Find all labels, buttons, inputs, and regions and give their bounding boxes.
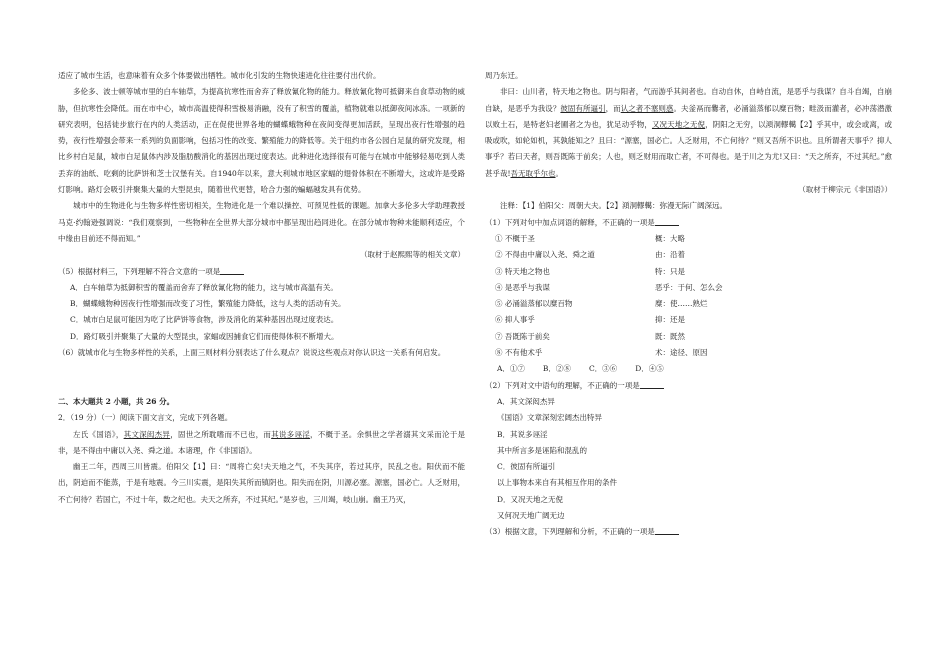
q2-line: D．又况天地之无倪 [497, 494, 564, 504]
q5-option-c: C．城市白足鼠可能因为吃了比萨饼等食物，涉及消化的某种基因出现过度表达。 [70, 315, 339, 325]
answer-blank [655, 217, 679, 226]
question-6: （6）就城市化与生物多样性的关系，上面三则材料分别表达了什么观点？说说这些观点对你认识这一关系有何启发。 [58, 348, 446, 358]
answer-blank [640, 380, 664, 389]
q2-line: B．其说多诬淫 [497, 429, 548, 439]
answer-blank [220, 266, 244, 275]
q5-option-b: B．蝴蝶蛾物种因夜行性增强而改变了习性，繁殖能力降低，这与人类的活动有关。 [70, 299, 346, 309]
q2-line: C．彼固有所逼引 [497, 462, 556, 472]
q5-option-a: A．白车轴草为抵御积雪的覆盖而舍弃了释放氰化物的能力，这与城市高温有关。 [70, 282, 338, 292]
q1-item: ⑤ 必涌溢蒸郁以糜百物 糜：使……熟烂 [495, 299, 708, 309]
left-column [58, 68, 465, 508]
question-1: （1）下列对句中加点词语的解释，不正确的一项是 [485, 215, 892, 231]
right-column [485, 68, 892, 541]
paragraph-feiyue: 非曰：山川者，特天地之物也。阴与阳者，气而游乎其间者也。自动自休，自峙自流，是恶乎与我谋？自斗自竭，自崩自缺，是恶乎为我设？彼固有所逼引，而认之者不塞则惑。夫釜鬲而爨者，必涌溢蒸郁以糜百物；畦汲而灌者，必冲荡潜激以败土石，是特老妇老圃者之为也，犹足动乎物，又况天地之无倪，阴阳之无穷，以澒洞轇轕【2】乎其中，或会或离，或吸或吹，如轮如机，其孰能知之？且曰：“源塞，国必亡。人乏财用，不亡何待？”则又吾所不识也。且所谓者天事乎？抑人事乎？若曰天者，则吾既陈于前矣；人也，则乏财用而取亡者，不可得也。是于川之为尤!又曰：“天之所弃，不过其纪。”愈甚乎哉!吾无取乎尔也。 [485, 87, 893, 178]
q2-line: 其中所言多是诬陷和混乱的 [497, 445, 587, 455]
source-line-right: （取材于柳宗元《非国语》） [798, 185, 892, 195]
paragraph-continue: 周乃东迁。 [485, 71, 523, 80]
q1-item: ⑧ 不有他术乎 术：途径、原因 [495, 348, 708, 358]
question-2: （2）下列对文中语句的理解，不正确的一项是 [485, 378, 892, 394]
q2-line: 又何况天地广阔无边 [497, 511, 565, 521]
q1-item: ② 不得由中庸以入尧、舜之道 由：沿着 [495, 250, 685, 260]
question-3: （3）根据文意，下列理解和分析，不正确的一项是 [485, 524, 892, 540]
q2-line: 《国语》文章深刻宏阔杰出特异 [497, 413, 602, 423]
q1-item: ⑦ 吾既陈于前矣 既：既然 [495, 331, 685, 341]
paragraph-youwang: 幽王二年，西周三川皆震。伯阳父【1】曰：“周将亡矣!夫天地之气，不失其序，若过其序，民乱之也。阳伏而不能出，阴迫而不能蒸，于是有地震。今三川实震，是阳失其所而镇阴也。阳失而在阴，川源必塞。源塞，国必亡。人乏财用，不亡何待？若国亡，不过十年，数之纪也。夫天之所弃，不过其纪。”是岁也，三川竭，岐山崩。幽王乃灭， [58, 462, 465, 504]
question-5: （5）根据材料三，下列理解不符合文意的一项是 [58, 264, 465, 280]
answer-blank [655, 526, 679, 535]
q1-item: ③ 特天地之物也 特：只是 [495, 266, 685, 276]
q2-line: A．其文深闳杰异 [497, 396, 555, 406]
paragraph-clover: 多伦多、波士顿等城市里的白车轴草，为提高抗寒性而舍弃了释放氰化物的能力。释放氰化物可抵御来自食草动物的威胁，但抗寒性会降低。而在市中心，城市高温使得积雪极易消融，没有了积雪的覆盖，植物就难以抵御夜间冰冻。一项新的研究表明，包括徒步旅行在内的人类活动，正在促使世界各地的蝴蝶蛾物种在夜间变得更加活跃，呈现出夜行性增强的趋势，夜行性增强会带来一系列的负面影响，包括习性的改变、繁殖能力的降低等。关于纽约市各公园白足鼠的研究发现，相比乡村白足鼠，城市白足鼠体内涉及脂肪酸消化的基因出现过度表达。此种进化选择很有可能与在城市中能够轻易吃到人类丢弃的油纸、吃剩的比萨饼和芝士汉堡有关。自1940年以来，意大利城市地区家蝠的翅骨体积在不断增大，这或许是受路灯影响。路灯会吸引并聚集大量的大型昆虫，随着世代更替，哈合力强的蝙蝠越发具有优势。 [58, 87, 465, 195]
question-2-heading: 2．（19 分）（一）阅读下面文言文，完成下列各题。 [58, 413, 233, 423]
section-heading: 二、本大题共 2 小题，共 26 分。 [58, 396, 175, 406]
paragraph-intro: 适应了城市生活，也意味着有众多个体要做出牺牲。城市化引发的生物快速进化往往要付出代价。 [58, 71, 381, 80]
annotation-note: 注释：【1】伯阳父：周朝大夫。【2】澒洞轇轕：弥漫无际广阔深远。 [500, 201, 728, 211]
paragraph-biodiversity: 城市中的生物进化与生物多样性密切相关，生物进化是一个难以操控、可预见性低的课题。加拿大多伦多大学助理教授马克·约翰逊强调说：“我们观察到，一些物种在全世界大部分城市中都呈现出趋同进化。在部分城市物种未能顺利适应，个中缘由目前还不得而知。” [58, 201, 465, 243]
q1-item: ④ 是恶乎与我谋 恶乎：于何、怎么会 [495, 282, 723, 292]
source-line: （取材于赵熙熙等的相关文章） [360, 250, 465, 260]
paragraph-guoyu: 左氏《国语》，其文深闳杰异，固世之所耽嗜而不已也，而其说多诬淫，不概于圣。余惧世之学者溺其文采而沦于是非，是不得由中庸以入尧、舜之道。本诸理，作《非国语》。 [58, 429, 466, 455]
q1-choices: A．①⑦ B．②⑧ C．③⑥ D．④⑤ [497, 364, 664, 374]
q1-item: ① 不概于圣 概：大略 [495, 233, 685, 243]
q1-item: ⑥ 抑人事乎 抑：还是 [495, 315, 685, 325]
q2-line: 以上事物本来自有其相互作用的条件 [497, 478, 617, 488]
q5-option-d: D．路灯吸引并聚集了大量的大型昆虫，家蝠或因捕食它们而使得体积不断增大。 [70, 331, 339, 341]
